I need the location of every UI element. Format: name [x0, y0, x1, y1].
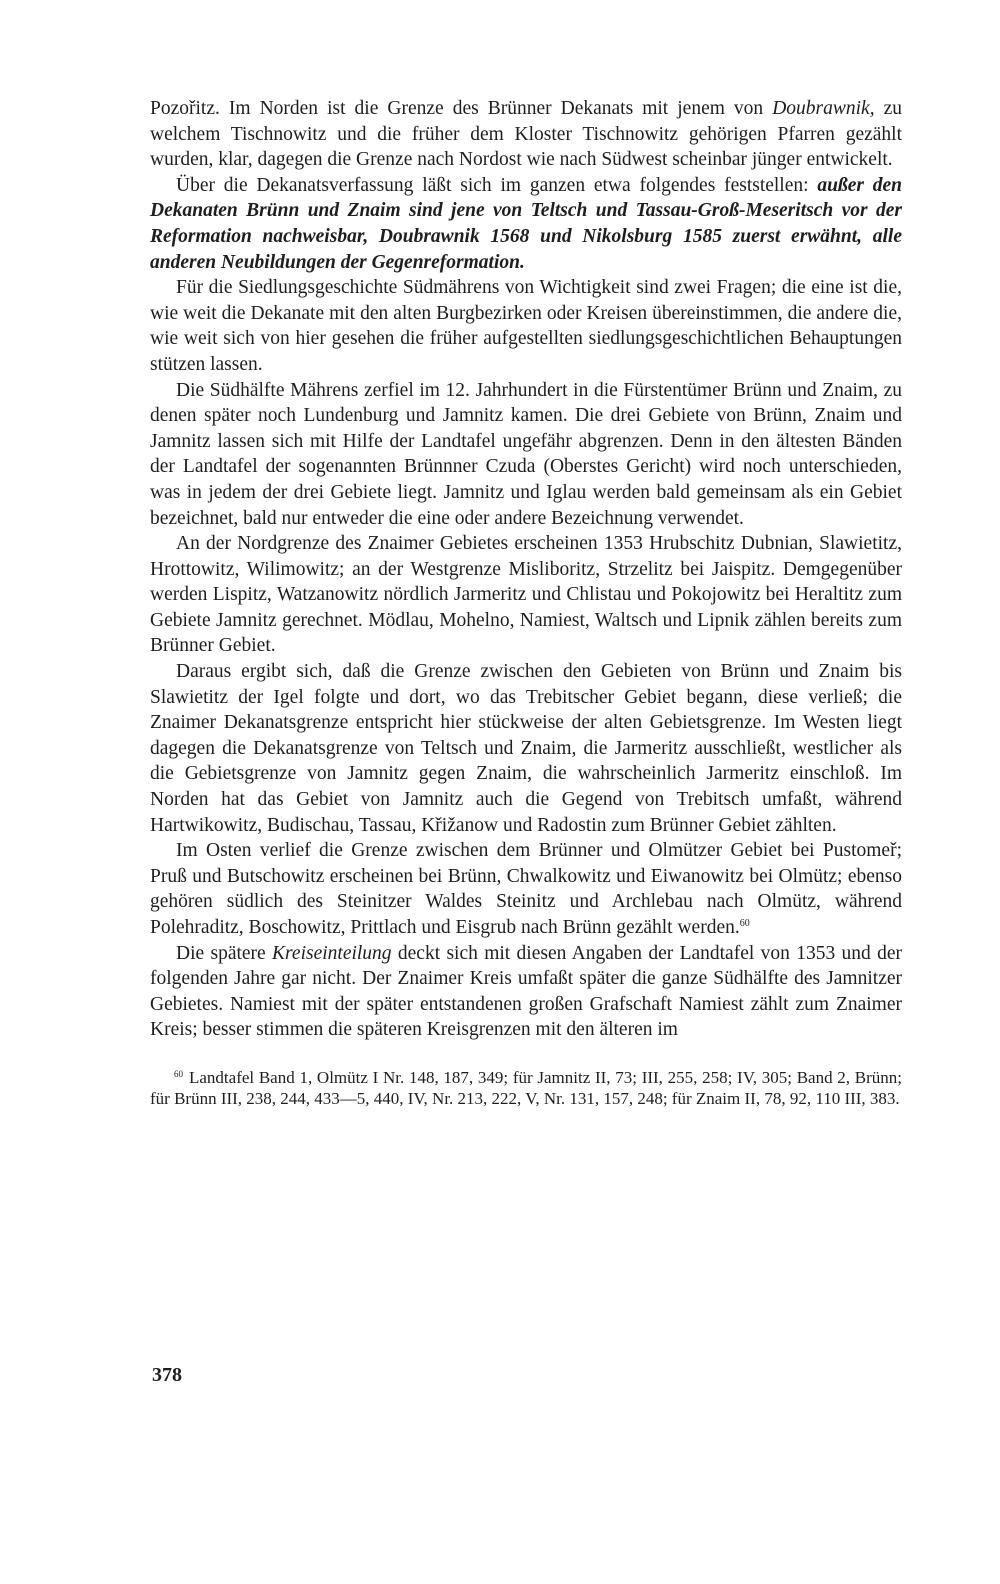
paragraph	[150, 275, 902, 377]
text-run: Die spätere	[176, 942, 273, 964]
paragraph	[150, 659, 902, 838]
footnote-text: Landtafel Band 1, Olmütz I Nr. 148, 187, 349; für Jamnitz II, 73; III, 255, 258; IV, 305; Band 2, Brünn; für Brünn III, 238, 244, 433—5, 440, IV, Nr. 213, 222, V, Nr. 131, 157, 248; für Znaim II, 78, 92, 110 III, 383.	[150, 1067, 902, 1109]
text-run: Daraus ergibt sich, daß die Grenze zwischen den Gebieten von Brünn und Znaim bis Slawietitz der Igel folgte und dort, wo das Trebitscher Gebiet begann, diese verließ; die Znaimer Dekanatsgrenze entspricht hier stückweise der alten Gebietsgrenze. Im Westen liegt dagegen die Dekanatsgrenze von Teltsch und Znaim, die Jarmeritz ausschließt, westlicher als die Gebietsgrenze von Jamnitz gegen Znaim, die wahrscheinlich Jarmeritz einschloß. Im Norden hat das Gebiet von Jamnitz auch die Gegend von Trebitsch umfaßt, während Hartwikowitz, Budischau, Tassau, Křižanow und Radostin zum Brünner Gebiet zählten.	[150, 661, 902, 836]
emphasized-text: Doubrawnik,	[772, 98, 875, 119]
text-run: Über die Dekanatsverfassung läßt sich im ganzen etwa folgendes feststellen:	[176, 174, 818, 196]
paragraph	[150, 531, 902, 659]
main-text	[150, 96, 902, 1043]
text-run: An der Nordgrenze des Znaimer Gebietes erscheinen 1353 Hrubschitz Dubnian, Slawietitz, Hrottowitz, Wilimowitz; an der Westgrenze Misliboritz, Strzelitz bei Jaispitz. Demgegenüber werden Lispitz, Watzanowitz nördlich Jarmeritz und Chlistau und Pokojowitz bei Heraltitz zum Gebiete Jamnitz gerechnet. Mödlau, Mohelno, Namiest, Waltsch und Lipnik zählen bereits zum Brünner Gebiet.	[150, 533, 902, 657]
footnote-mark: 60	[174, 1068, 183, 1079]
footnote-reference: 60	[739, 918, 750, 929]
text-run: Die Südhälfte Mährens zerfiel im 12. Jahrhundert in die Fürstentümer Brünn und Znaim, zu denen später noch Lundenburg und Jamnitz kamen. Die drei Gebiete von Brünn, Znaim und Jamnitz lassen sich mit Hilfe der Landtafel ungefähr abgrenzen. Denn in den ältesten Bänden der Landtafel der sogenannten Brünnner Czuda (Oberstes Gericht) wird noch unterschieden, was in jedem der drei Gebiete liegt. Jamnitz und Iglau werden bald gemeinsam als ein Gebiet bezeichnet, bald nur entweder die eine oder andere Bezeichnung verwendet.	[150, 379, 902, 529]
text-run: deckt sich mit diesen Angaben der Landtafel von 1353 und der folgenden Jahre gar nicht. Der Znaimer Kreis umfaßt später die ganze Südhälfte des Jamnitzer Gebietes. Namiest mit der später entstandenen großen Grafschaft Namiest zählt zum Znaimer Kreis; besser stimmen die späteren Kreisgrenzen mit den älteren im	[150, 942, 903, 1041]
text-run: Pozořitz. Im Norden ist die Grenze des Brünner Dekanats mit jenem von	[150, 98, 773, 119]
paragraph	[150, 96, 902, 173]
emphasized-text: außer den Dekanaten Brünn und Znaim sind jene von Teltsch und Tassau-Groß-Meseritsch vor der Reformation nachweisbar, Doubrawnik 1568 und Nikolsburg 1585 zuerst erwähnt, alle anderen Neubildungen der Gegenreformation.	[150, 174, 902, 273]
page-body	[150, 96, 902, 1110]
text-run: Im Osten verlief die Grenze zwischen dem Brünner und Olmützer Gebiet bei Pustomeř; Pruß und Butschowitz erscheinen bei Brünn, Chwalkowitz und Eiwanowitz bei Olmütz; ebenso gehören südlich des Steinitzer Waldes Steinitz und Archlebau nach Olmütz, während Polehraditz, Boschowitz, Prittlach und Eisgrub nach Brünn gezählt werden.	[150, 840, 902, 938]
page-number: 378	[152, 1364, 182, 1386]
paragraph	[150, 941, 902, 1043]
text-run: zu welchem Tischnowitz und die früher dem Kloster Tischnowitz gehörigen Pfarren gezählt wurden, klar, dagegen die Grenze nach Nordost wie nach Südwest scheinbar jünger entwickelt.	[150, 98, 902, 171]
paragraph	[150, 173, 902, 275]
paragraph	[150, 838, 902, 940]
footnote	[150, 1067, 902, 1110]
text-run: Für die Siedlungsgeschichte Südmährens von Wichtigkeit sind zwei Fragen; die eine ist die, wie weit die Dekanate mit den alten Burgbezirken oder Kreisen übereinstimmen, die andere die, wie weit sich von hier gesehen die früher aufgestellten siedlungsgeschichtlichen Behauptungen stützen lassen.	[150, 277, 902, 375]
emphasized-text: Kreiseinteilung	[272, 942, 392, 964]
paragraph	[150, 378, 902, 532]
